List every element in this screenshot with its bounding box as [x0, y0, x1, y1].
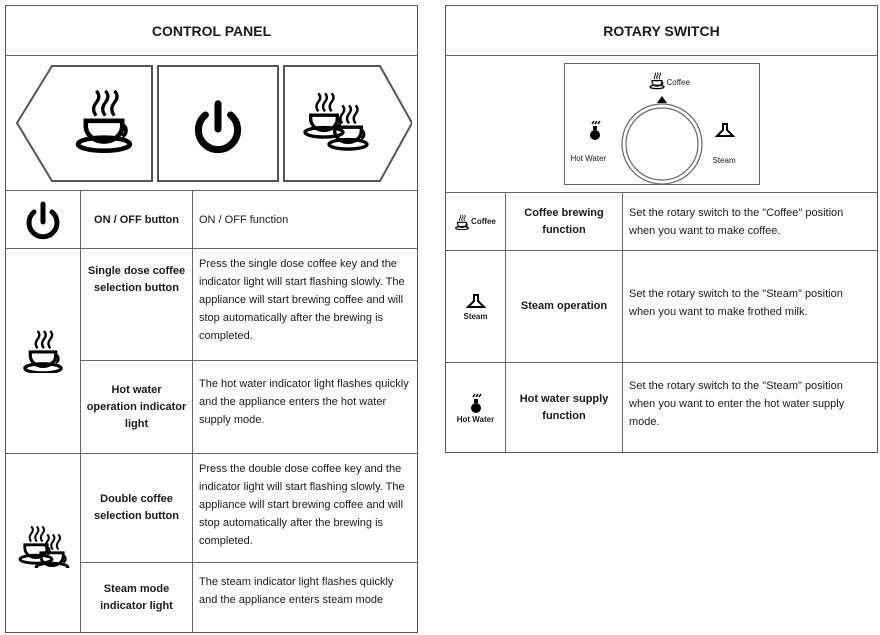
row-desc: Press the single dose coffee key and the indicator light will start flashing slowly. The appliance will start brewing coffee and will stop automatically after the brewing is completed.	[193, 249, 417, 361]
single-coffee-icon	[6, 249, 81, 454]
row-desc: The steam indicator light flashes quickly and the appliance enters steam mode	[199, 576, 394, 606]
dial-label-steam: Steam	[712, 156, 736, 165]
rotary-dial-illustration	[446, 56, 877, 193]
hot-water-icon: Hot Water	[446, 363, 506, 452]
rotary-switch-table	[445, 5, 878, 453]
control-panel-illustration	[6, 56, 417, 191]
row-name: Steam mode indicator light	[81, 563, 193, 632]
row-desc: Set the rotary switch to the "Steam" position when you want to enter the hot water supply mode.	[629, 380, 845, 428]
coffee-icon: Coffee	[446, 193, 506, 251]
single-coffee-button[interactable]	[78, 90, 130, 150]
steam-icon: Steam	[446, 251, 506, 363]
rotary-switch-title: ROTARY SWITCH	[446, 6, 877, 56]
row-desc: The hot water indicator light flashes quickly and the appliance enters the hot water supply mode.	[193, 361, 417, 454]
dial-label-coffee: Coffee	[666, 78, 690, 87]
row-desc: Press the double dose coffee key and the indicator light will start flashing slowly. The appliance will start brewing coffee and will stop automatically after the brewing is completed.	[193, 454, 417, 563]
control-panel-table	[5, 5, 418, 633]
control-panel-title: CONTROL PANEL	[6, 6, 417, 56]
power-button[interactable]	[198, 103, 237, 149]
row-desc: ON / OFF function	[193, 191, 417, 249]
row-name: Hot water operation indicator light	[81, 361, 193, 454]
row-desc: Set the rotary switch to the "Steam" position when you want to make frothed milk.	[623, 251, 877, 363]
row-name: Single dose coffee selection button	[81, 249, 193, 361]
row-name: ON / OFF button	[81, 191, 193, 249]
row-desc: Set the rotary switch to the "Coffee" position when you want to make coffee.	[623, 193, 877, 251]
power-icon	[6, 191, 81, 249]
double-coffee-button[interactable]	[305, 93, 367, 149]
row-name: Hot water supply function	[506, 363, 623, 452]
row-name: Double coffee selection button	[81, 454, 193, 563]
row-name: Steam operation	[506, 251, 623, 363]
row-name: Coffee brewing function	[506, 193, 623, 251]
dial-label-hot-water: Hot Water	[570, 154, 607, 163]
double-coffee-icon	[6, 454, 81, 632]
